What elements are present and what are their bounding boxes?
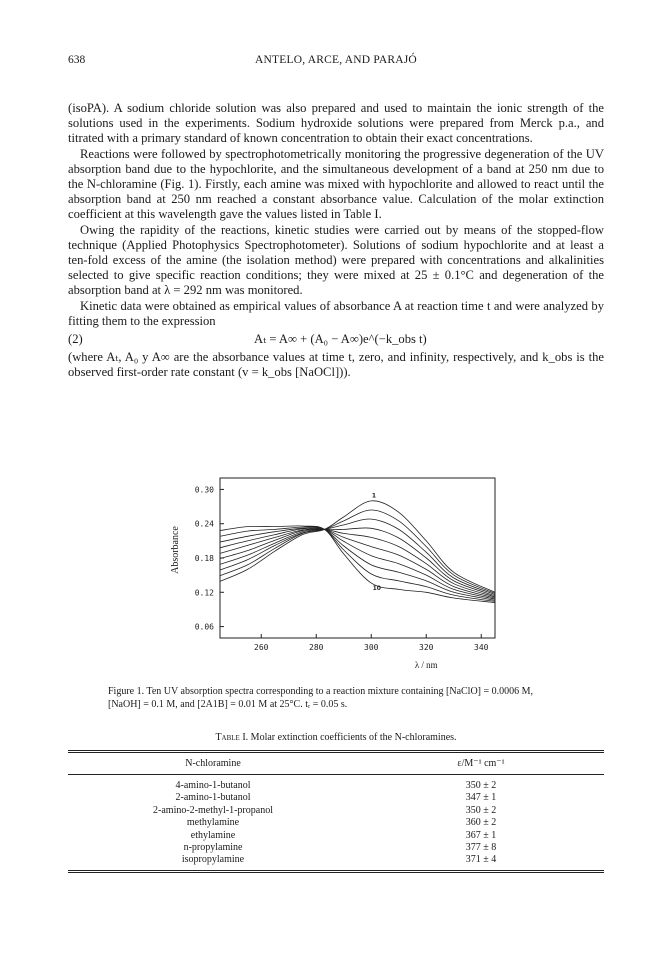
absorption-chart [150, 472, 520, 672]
cell-epsilon: 350 ± 2 [465, 804, 497, 816]
y-tick-label: 0.24 [194, 519, 214, 529]
plot-frame [220, 478, 495, 638]
equation-expression: Aₜ = A∞ + (A₀ − A∞)e^(−k_obs t) [254, 332, 427, 347]
cell-chloramine: methylamine [186, 817, 240, 829]
equation-number: (2) [68, 332, 83, 347]
cell-epsilon: 360 ± 2 [465, 817, 497, 829]
table-caption [0, 732, 672, 743]
annotation-label: 10 [372, 585, 381, 592]
x-tick-label: 260 [254, 643, 269, 652]
page-number: 638 [68, 54, 86, 66]
paragraph-2: Reactions were followed by spectrophotometrically monitoring the progressive degeneration of the UV absorption band due to the hypochlorite, and the simultaneous development of a band at 250 nm due to the N-chloramine (Fig. 1). Firstly, each amine was mixed with hypochlorite and allowed to react until the absorption band at 250 nm reached a constant absorbance value. Calculation of the molar extinction coefficient at this wavelength gave the values listed in Table I. [68, 146, 604, 222]
cell-epsilon: 350 ± 2 [465, 780, 497, 791]
table-caption-text: Molar extinction coefficients of the N-chloramines. [250, 732, 457, 743]
paragraph-5: (where Aₜ, A₀ y A∞ are the absorbance values at time t, zero, and infinity, respectively, and k_obs is the observed first-order rate constant (v = k_obs [NaOCl])). [68, 350, 604, 380]
table-row [68, 805, 604, 817]
cell-chloramine: ethylamine [190, 829, 236, 841]
cell-chloramine: 4-amino-1-butanol [175, 780, 251, 791]
paragraph-4: Kinetic data were obtained as empirical values of absorbance A at reaction time t and were analyzed by fitting them to the expression [68, 298, 604, 328]
x-tick-label: 340 [474, 643, 489, 652]
running-title: ANTELO, ARCE, AND PARAJÓ [255, 54, 417, 66]
x-tick-label: 300 [364, 643, 379, 652]
cell-epsilon: 367 ± 1 [465, 829, 497, 841]
table-caption-label: Table I. [215, 732, 249, 743]
paragraph-3: Owing the rapidity of the reactions, kinetic studies were carried out by means of the stopped-flow technique (Applied Photophysics Spectrophotometer). Solutions of sodium hypochlorite and at least a ten-fold excess of the amine (the isolation method) were prepared with concentrations and alkalinities selected to give specific reaction conditions; they were mixed at 25 ± 0.1°C and degeneration of the absorption band at λ = 292 nm was monitored. [68, 222, 604, 298]
col-header-epsilon: ε/M⁻¹ cm⁻¹ [358, 752, 604, 775]
cell-chloramine: 2-amino-2-methyl-1-propanol [153, 804, 273, 816]
cell-chloramine: isopropylamine [68, 854, 358, 871]
cell-epsilon: 377 ± 8 [465, 842, 497, 854]
table-row [68, 775, 604, 793]
table-row [68, 817, 604, 829]
figure-1 [150, 472, 520, 672]
page-header [68, 54, 604, 68]
figure-caption: Figure 1. Ten UV absorption spectra corresponding to a reaction mixture containing [NaClO] = 0.0006 M, [NaOH] = 0.1 M, and [2A1B] = 0.01 M at 25°C. tᵣ = 0.05 s. [108, 686, 534, 710]
cell-chloramine: 2-amino-1-butanol [175, 792, 251, 804]
y-tick-label: 0.12 [194, 588, 214, 598]
extinction-table [68, 750, 604, 873]
paragraph-1: (isoPA). A sodium chloride solution was also prepared and used to maintain the ionic strength of the solutions used in the experiments. Sodium hydroxide solutions were prepared from Merck p.a., and titrated with a primary standard of known concentration to obtain their exact concentrations. [68, 101, 604, 146]
annotation-label: 1 [371, 492, 377, 500]
table-row [68, 830, 604, 842]
cell-chloramine: n-propylamine [183, 842, 243, 854]
y-axis-label: Absorbance [170, 526, 181, 574]
cell-epsilon: 371 ± 4 [358, 854, 604, 871]
y-tick-label: 0.18 [194, 554, 214, 563]
spectrum-line-1 [220, 501, 495, 592]
y-tick-label: 0.06 [194, 622, 214, 632]
table-row [68, 842, 604, 854]
x-tick-label: 320 [419, 643, 434, 652]
table-row [68, 854, 604, 871]
y-tick-label: 0.30 [194, 485, 214, 495]
table-row [68, 792, 604, 804]
body-text [68, 101, 604, 380]
cell-epsilon: 347 ± 1 [465, 792, 497, 804]
x-axis-label: λ / nm [414, 660, 438, 670]
table-header-row [68, 752, 604, 775]
col-header-chloramine: N-chloramine [68, 752, 358, 775]
equation-2 [68, 330, 604, 349]
x-tick-label: 280 [309, 643, 324, 652]
